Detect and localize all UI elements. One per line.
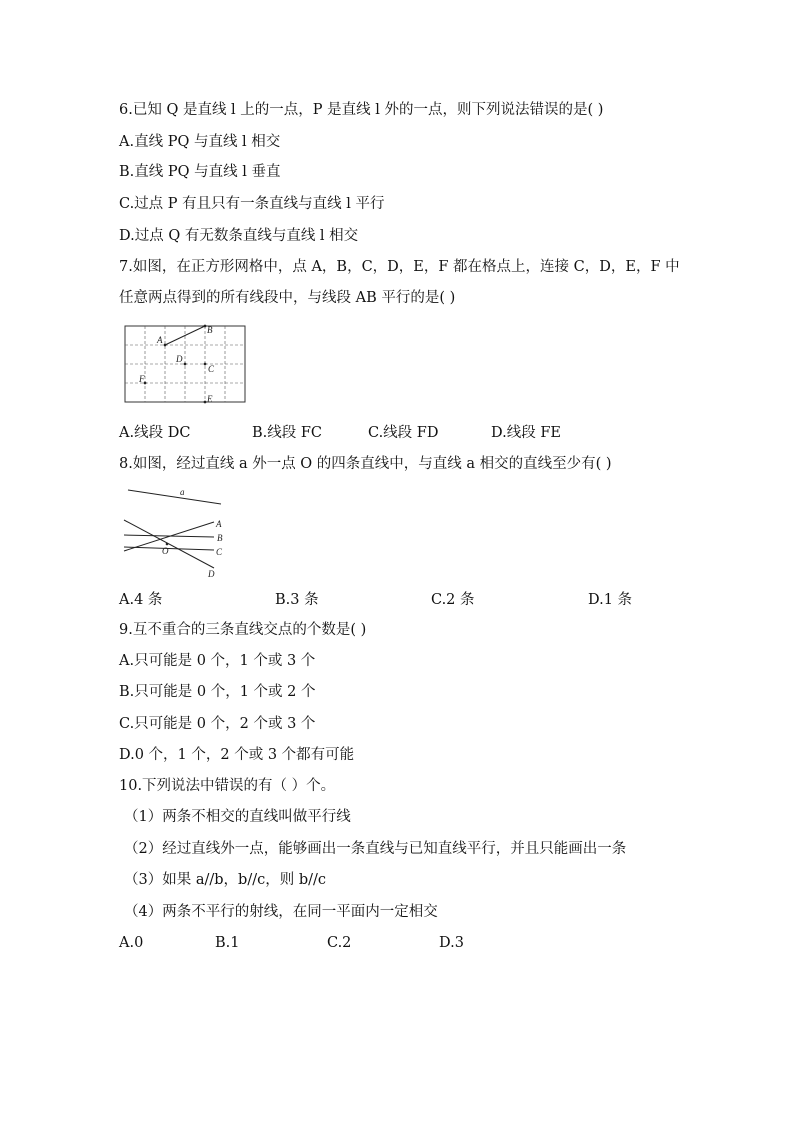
q7-option-d: D.线段 FE — [491, 425, 561, 441]
q7-grid-figure — [120, 320, 255, 410]
q6-option-a: A.直线 PQ 与直线 l 相交 — [119, 134, 281, 150]
label-b: B — [217, 533, 223, 543]
q10-option-a: A.0 — [119, 935, 144, 951]
q10-stem: 10.下列说法中错误的有（ ）个。 — [119, 778, 336, 794]
q9-option-a: A.只可能是 0 个，1 个或 3 个 — [119, 653, 316, 669]
point-b — [204, 325, 207, 328]
label-d: D — [208, 569, 215, 579]
label-a-line: a — [180, 487, 185, 497]
q8-stem: 8.如图，经过直线 a 外一点 O 的四条直线中，与直线 a 相交的直线至少有( ) — [119, 456, 612, 472]
label-f: F — [139, 374, 145, 384]
q8-option-b: B.3 条 — [275, 592, 319, 608]
label-c: C — [208, 364, 215, 374]
q6-option-d: D.过点 Q 有无数条直线与直线 l 相交 — [119, 228, 359, 244]
point-a — [164, 344, 167, 347]
q10-statement-2: （2）经过直线外一点，能够画出一条直线与已知直线平行，并且只能画出一条 — [124, 841, 627, 857]
q9-stem: 9.互不重合的三条直线交点的个数是( ) — [119, 622, 367, 638]
q10-statement-4: （4）两条不平行的射线，在同一平面内一定相交 — [124, 904, 438, 920]
line-a — [128, 490, 221, 504]
q7-option-a: A.线段 DC — [119, 425, 191, 441]
q6-option-c: C.过点 P 有且只有一条直线与直线 l 平行 — [119, 196, 385, 212]
q10-statement-3: （3）如果 a//b，b//c，则 b//c — [124, 872, 326, 888]
q9-option-c: C.只可能是 0 个，2 个或 3 个 — [119, 716, 316, 732]
q8-option-a: A.4 条 — [119, 592, 163, 608]
point-d — [184, 363, 187, 366]
label-a: A — [216, 519, 222, 529]
q8-option-d: D.1 条 — [588, 592, 633, 608]
q9-option-b: B.只可能是 0 个，1 个或 2 个 — [119, 684, 316, 700]
q10-statement-1: （1）两条不相交的直线叫做平行线 — [124, 809, 351, 825]
point-e — [204, 401, 207, 404]
q7-stem-line2: 任意两点得到的所有线段中，与线段 AB 平行的是( ) — [119, 290, 456, 306]
point-c — [204, 363, 207, 366]
q6-stem: 6.已知 Q 是直线 l 上的一点，P 是直线 l 外的一点，则下列说法错误的是( ) — [119, 102, 604, 118]
label-a: A — [157, 335, 163, 345]
label-d: D — [176, 354, 183, 364]
q7-option-b: B.线段 FC — [252, 425, 323, 441]
q8-lines-figure — [118, 484, 238, 584]
q6-option-b: B.直线 PQ 与直线 l 垂直 — [119, 164, 281, 180]
q7-option-c: C.线段 FD — [368, 425, 439, 441]
q10-option-c: C.2 — [327, 935, 352, 951]
q9-option-d: D.0 个，1 个，2 个或 3 个都有可能 — [119, 747, 355, 763]
label-b: B — [207, 325, 213, 335]
line-od — [124, 520, 214, 568]
label-c: C — [216, 547, 223, 557]
line-oc — [124, 547, 214, 550]
label-e: E — [207, 394, 213, 404]
point-o — [166, 543, 169, 546]
q8-option-c: C.2 条 — [431, 592, 475, 608]
q7-stem-line1: 7.如图，在正方形网格中，点 A，B，C，D，E，F 都在格点上，连接 C，D，E，F 中 — [119, 259, 680, 275]
q10-option-d: D.3 — [439, 935, 464, 951]
label-o: O — [162, 546, 169, 556]
q10-option-b: B.1 — [215, 935, 240, 951]
